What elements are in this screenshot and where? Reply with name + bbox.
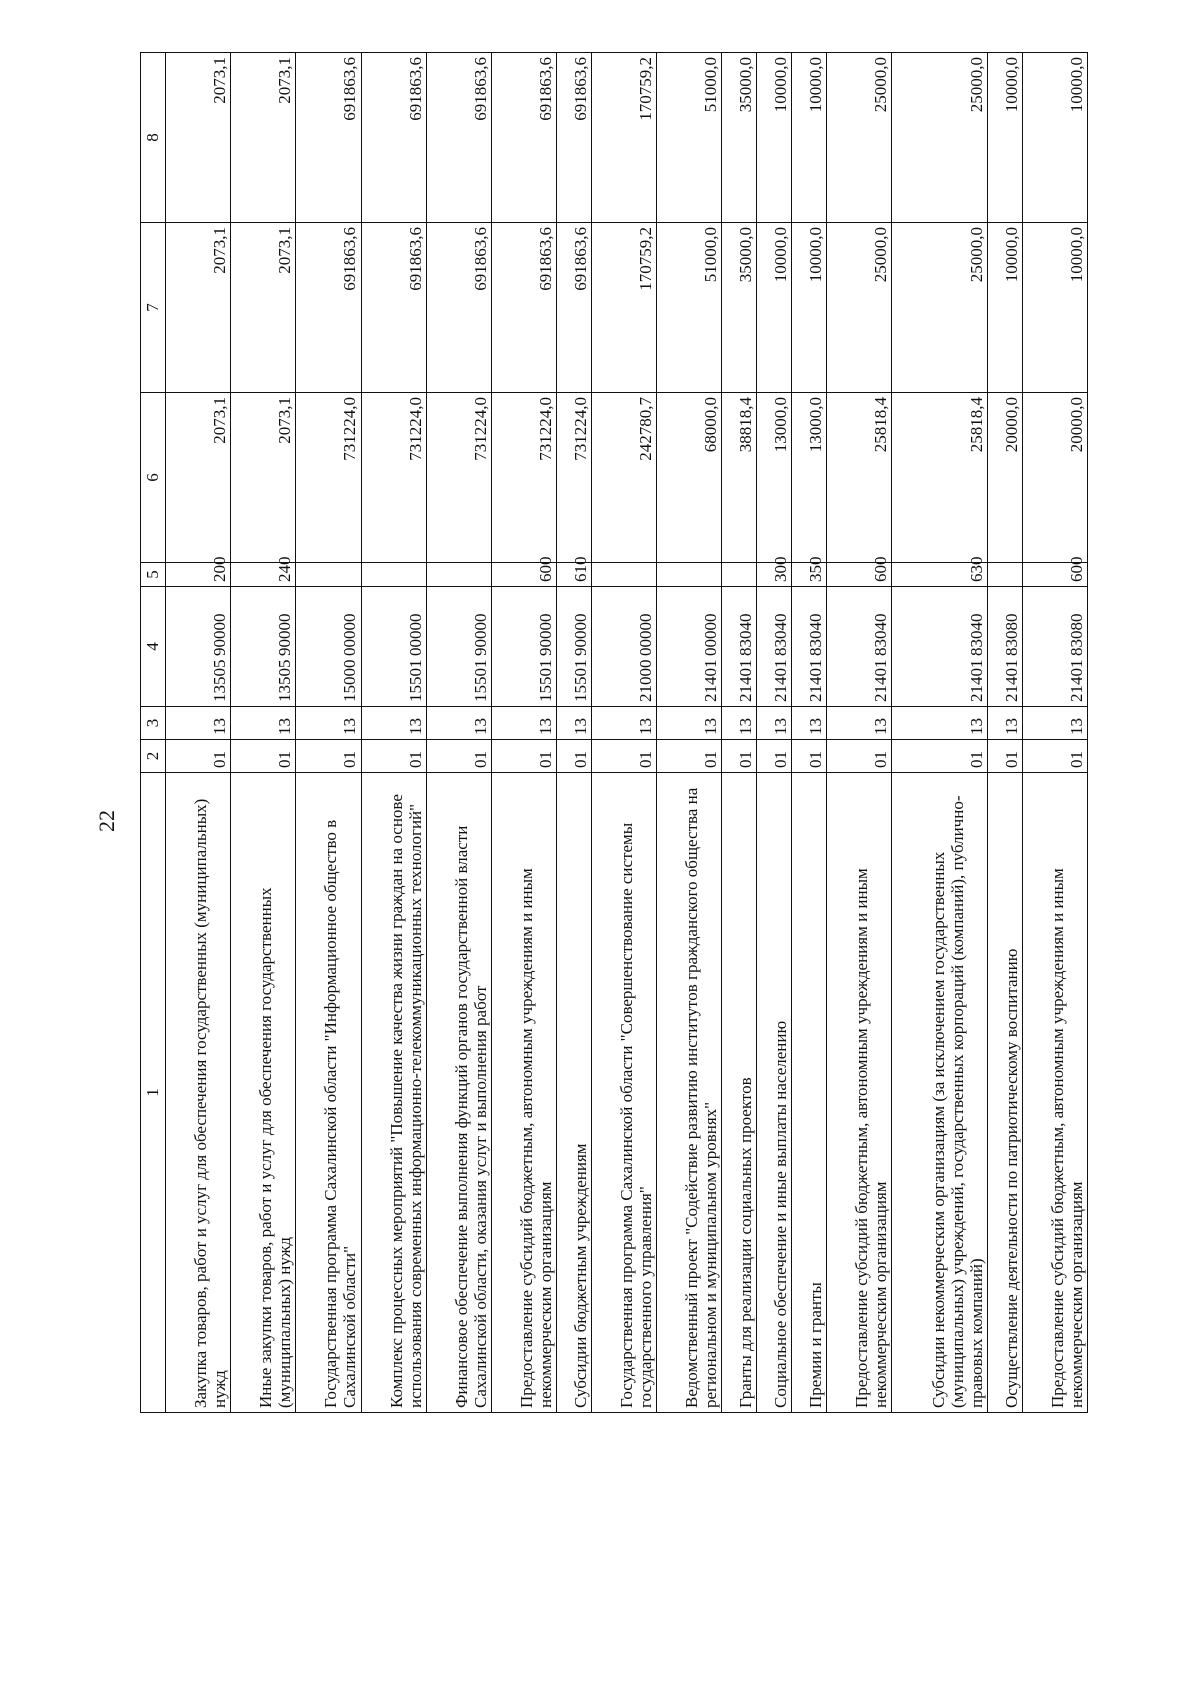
subsection-code-cell: 13 xyxy=(296,707,361,740)
target-article-cell xyxy=(296,587,361,707)
table-row xyxy=(592,53,657,1413)
subsection-code-cell: 13 xyxy=(792,707,827,740)
amount-cell: 10000,0 xyxy=(757,223,792,393)
column-header: 1 xyxy=(141,773,166,1413)
amount-cell: 25000,0 xyxy=(827,53,892,223)
section-code-cell: 01 xyxy=(592,740,657,773)
subsection-code-cell: 13 xyxy=(827,707,892,740)
target-article-direction: 00000 xyxy=(405,613,425,656)
target-article-cell xyxy=(792,587,827,707)
table-row xyxy=(792,53,827,1413)
amount-cell: 35000,0 xyxy=(722,223,757,393)
amount-cell: 10000,0 xyxy=(757,53,792,223)
expense-type-cell xyxy=(592,563,657,587)
amount-cell: 691863,6 xyxy=(426,223,491,393)
amount-cell: 731224,0 xyxy=(361,393,426,563)
section-code-cell: 01 xyxy=(166,740,231,773)
table-row xyxy=(892,53,987,1413)
amount-cell: 2073,1 xyxy=(231,393,296,563)
row-name-cell: Государственная программа Сахалинской области "Информационное общество в Сахалинской области" xyxy=(296,773,361,1413)
target-article-direction: 90000 xyxy=(536,613,555,656)
amount-cell: 25000,0 xyxy=(892,223,987,393)
amount-cell: 170759,2 xyxy=(592,223,657,393)
subsection-code-cell: 13 xyxy=(987,707,1022,740)
target-article-cell xyxy=(361,587,426,707)
target-article-direction: 00000 xyxy=(701,613,721,656)
column-header: 8 xyxy=(141,53,166,223)
target-article-cell xyxy=(231,587,296,707)
table-row xyxy=(722,53,757,1413)
target-article-program: 21401 xyxy=(1066,659,1086,702)
target-article-program: 15000 xyxy=(340,659,360,702)
row-name-cell: Предоставление субсидий бюджетным, автономным учреждениям и иным некоммерческим организациям xyxy=(1022,773,1087,1413)
target-article-direction: 83040 xyxy=(771,613,791,656)
table-row xyxy=(491,53,556,1413)
amount-cell: 2073,1 xyxy=(231,53,296,223)
expense-type-cell: 300 xyxy=(757,563,792,587)
amount-cell: 13000,0 xyxy=(757,393,792,563)
target-article-cell xyxy=(827,587,892,707)
target-article-cell xyxy=(722,587,757,707)
amount-cell: 10000,0 xyxy=(792,223,827,393)
row-name-cell: Премии и гранты xyxy=(792,773,827,1413)
amount-cell: 691863,6 xyxy=(557,223,592,393)
target-article-direction: 83040 xyxy=(871,613,891,656)
target-article-cell xyxy=(592,587,657,707)
amount-cell: 10000,0 xyxy=(987,223,1022,393)
amount-cell: 25000,0 xyxy=(827,223,892,393)
table-row xyxy=(231,53,296,1413)
target-article-cell xyxy=(657,587,722,707)
amount-cell: 51000,0 xyxy=(657,53,722,223)
target-article-program: 21401 xyxy=(701,659,721,702)
target-article-program: 21401 xyxy=(966,659,986,702)
expense-type-cell: 240 xyxy=(231,563,296,587)
subsection-code-cell: 13 xyxy=(722,707,757,740)
amount-cell: 13000,0 xyxy=(792,393,827,563)
budget-table xyxy=(140,52,1088,1413)
amount-cell: 2073,1 xyxy=(166,53,231,223)
amount-cell: 51000,0 xyxy=(657,223,722,393)
subsection-code-cell: 13 xyxy=(231,707,296,740)
target-article-cell xyxy=(491,587,556,707)
subsection-code-cell: 13 xyxy=(657,707,722,740)
amount-cell: 68000,0 xyxy=(657,393,722,563)
rotated-page-content xyxy=(140,53,1088,1413)
target-article-direction: 90000 xyxy=(570,613,590,656)
subsection-code-cell: 13 xyxy=(557,707,592,740)
target-article-cell xyxy=(987,587,1022,707)
row-name-cell: Предоставление субсидий бюджетным, автономным учреждениям и иным некоммерческим организациям xyxy=(491,773,556,1413)
subsection-code-cell: 13 xyxy=(426,707,491,740)
amount-cell: 20000,0 xyxy=(987,393,1022,563)
table-body xyxy=(166,53,1088,1413)
target-article-program: 13505 xyxy=(210,659,230,702)
amount-cell: 25000,0 xyxy=(892,53,987,223)
subsection-code-cell: 13 xyxy=(892,707,987,740)
page-number: 22 xyxy=(94,810,119,832)
row-name-cell: Социальное обеспечение и иные выплаты населению xyxy=(757,773,792,1413)
amount-cell: 731224,0 xyxy=(296,393,361,563)
amount-cell: 242780,7 xyxy=(592,393,657,563)
amount-cell: 10000,0 xyxy=(1022,223,1087,393)
amount-cell: 10000,0 xyxy=(987,53,1022,223)
amount-cell: 691863,6 xyxy=(361,223,426,393)
amount-cell: 2073,1 xyxy=(166,393,231,563)
expense-type-cell: 600 xyxy=(827,563,892,587)
row-name-cell: Осуществление деятельности по патриотическому воспитанию xyxy=(987,773,1022,1413)
column-header: 3 xyxy=(141,707,166,740)
amount-cell: 731224,0 xyxy=(491,393,556,563)
expense-type-cell xyxy=(657,563,722,587)
table-row xyxy=(657,53,722,1413)
section-code-cell: 01 xyxy=(987,740,1022,773)
target-article-program: 15501 xyxy=(405,659,425,702)
amount-cell: 25818,4 xyxy=(827,393,892,563)
expense-type-cell xyxy=(987,563,1022,587)
table-row xyxy=(166,53,231,1413)
section-code-cell: 01 xyxy=(827,740,892,773)
target-article-direction: 90000 xyxy=(275,613,295,656)
target-article-direction: 83040 xyxy=(806,613,826,656)
row-name-cell: Предоставление субсидий бюджетным, автономным учреждениям и иным некоммерческим организациям xyxy=(827,773,892,1413)
table-row xyxy=(827,53,892,1413)
section-code-cell: 01 xyxy=(231,740,296,773)
amount-cell: 10000,0 xyxy=(792,53,827,223)
amount-cell: 35000,0 xyxy=(722,53,757,223)
row-name-cell: Ведомственный проект "Содействие развитию институтов гражданского общества на региональном и муниципальном уровнях" xyxy=(657,773,722,1413)
amount-cell: 10000,0 xyxy=(1022,53,1087,223)
header-row xyxy=(141,53,166,1413)
amount-cell: 691863,6 xyxy=(491,223,556,393)
amount-cell: 2073,1 xyxy=(231,223,296,393)
table-row xyxy=(557,53,592,1413)
expense-type-cell: 350 xyxy=(792,563,827,587)
target-article-program: 15501 xyxy=(570,659,590,702)
section-code-cell: 01 xyxy=(722,740,757,773)
target-article-cell xyxy=(426,587,491,707)
subsection-code-cell: 13 xyxy=(757,707,792,740)
section-code-cell: 01 xyxy=(426,740,491,773)
row-name-cell: Субсидии бюджетным учреждениям xyxy=(557,773,592,1413)
table-row xyxy=(361,53,426,1413)
section-code-cell: 01 xyxy=(1022,740,1087,773)
amount-cell: 20000,0 xyxy=(1022,393,1087,563)
amount-cell: 731224,0 xyxy=(557,393,592,563)
amount-cell: 691863,6 xyxy=(426,53,491,223)
section-code-cell: 01 xyxy=(657,740,722,773)
subsection-code-cell: 13 xyxy=(361,707,426,740)
section-code-cell: 01 xyxy=(792,740,827,773)
target-article-direction: 90000 xyxy=(210,613,230,656)
subsection-code-cell: 13 xyxy=(1022,707,1087,740)
subsection-code-cell: 13 xyxy=(166,707,231,740)
column-header: 5 xyxy=(141,563,166,587)
target-article-cell xyxy=(557,587,592,707)
target-article-program: 21401 xyxy=(736,659,756,702)
target-article-direction: 83040 xyxy=(736,613,756,656)
row-name-cell: Государственная программа Сахалинской области "Совершенствование системы государственного управления" xyxy=(592,773,657,1413)
amount-cell: 691863,6 xyxy=(296,223,361,393)
section-code-cell: 01 xyxy=(557,740,592,773)
column-header: 7 xyxy=(141,223,166,393)
amount-cell: 691863,6 xyxy=(361,53,426,223)
target-article-direction: 90000 xyxy=(470,613,490,656)
row-name-cell: Субсидии некоммерческим организациям (за исключением государственных (муниципальных) учреждений, государственных корпораций (компаний), публично-правовых компаний) xyxy=(892,773,987,1413)
expense-type-cell xyxy=(426,563,491,587)
amount-cell: 38818,4 xyxy=(722,393,757,563)
expense-type-cell xyxy=(361,563,426,587)
target-article-direction: 00000 xyxy=(636,613,656,656)
expense-type-cell xyxy=(722,563,757,587)
row-name-cell: Финансовое обеспечение выполнения функций органов государственной власти Сахалинской области, оказания услуг и выполнения работ xyxy=(426,773,491,1413)
expense-type-cell: 200 xyxy=(166,563,231,587)
section-code-cell: 01 xyxy=(757,740,792,773)
column-header: 4 xyxy=(141,587,166,707)
row-name-cell: Иные закупки товаров, работ и услуг для обеспечения государственных (муниципальных) нужд xyxy=(231,773,296,1413)
expense-type-cell: 610 xyxy=(557,563,592,587)
target-article-program: 21401 xyxy=(806,659,826,702)
subsection-code-cell: 13 xyxy=(491,707,556,740)
target-article-program: 15501 xyxy=(470,659,490,702)
row-name-cell: Закупка товаров, работ и услуг для обеспечения государственных (муниципальных) нужд xyxy=(166,773,231,1413)
target-article-cell xyxy=(1022,587,1087,707)
row-name-cell: Гранты для реализации социальных проектов xyxy=(722,773,757,1413)
target-article-cell xyxy=(892,587,987,707)
column-header: 6 xyxy=(141,393,166,563)
row-name-cell: Комплекс процессных мероприятий "Повышение качества жизни граждан на основе использования современных информационно-телекоммуникационных технологий" xyxy=(361,773,426,1413)
target-article-program: 21401 xyxy=(771,659,791,702)
expense-type-cell: 600 xyxy=(1022,563,1087,587)
target-article-program: 21401 xyxy=(871,659,891,702)
amount-cell: 691863,6 xyxy=(296,53,361,223)
target-article-program: 21000 xyxy=(636,659,656,702)
amount-cell: 731224,0 xyxy=(426,393,491,563)
target-article-direction: 00000 xyxy=(340,613,360,656)
column-header: 2 xyxy=(141,740,166,773)
section-code-cell: 01 xyxy=(892,740,987,773)
target-article-direction: 83080 xyxy=(1001,613,1021,656)
expense-type-cell xyxy=(296,563,361,587)
amount-cell: 691863,6 xyxy=(557,53,592,223)
target-article-program: 21401 xyxy=(1001,659,1021,702)
expense-type-cell: 630 xyxy=(892,563,987,587)
amount-cell: 691863,6 xyxy=(491,53,556,223)
section-code-cell: 01 xyxy=(361,740,426,773)
table-row xyxy=(987,53,1022,1413)
target-article-cell xyxy=(757,587,792,707)
subsection-code-cell: 13 xyxy=(592,707,657,740)
section-code-cell: 01 xyxy=(296,740,361,773)
amount-cell: 25818,4 xyxy=(892,393,987,563)
amount-cell: 2073,1 xyxy=(166,223,231,393)
table-row xyxy=(426,53,491,1413)
expense-type-cell: 600 xyxy=(491,563,556,587)
amount-cell: 170759,2 xyxy=(592,53,657,223)
target-article-cell xyxy=(166,587,231,707)
target-article-program: 13505 xyxy=(275,659,295,702)
table-row xyxy=(1022,53,1087,1413)
target-article-direction: 83040 xyxy=(966,613,986,656)
table-row xyxy=(757,53,792,1413)
target-article-direction: 83080 xyxy=(1066,613,1086,656)
section-code-cell: 01 xyxy=(491,740,556,773)
table-row xyxy=(296,53,361,1413)
target-article-program: 15501 xyxy=(536,659,555,702)
